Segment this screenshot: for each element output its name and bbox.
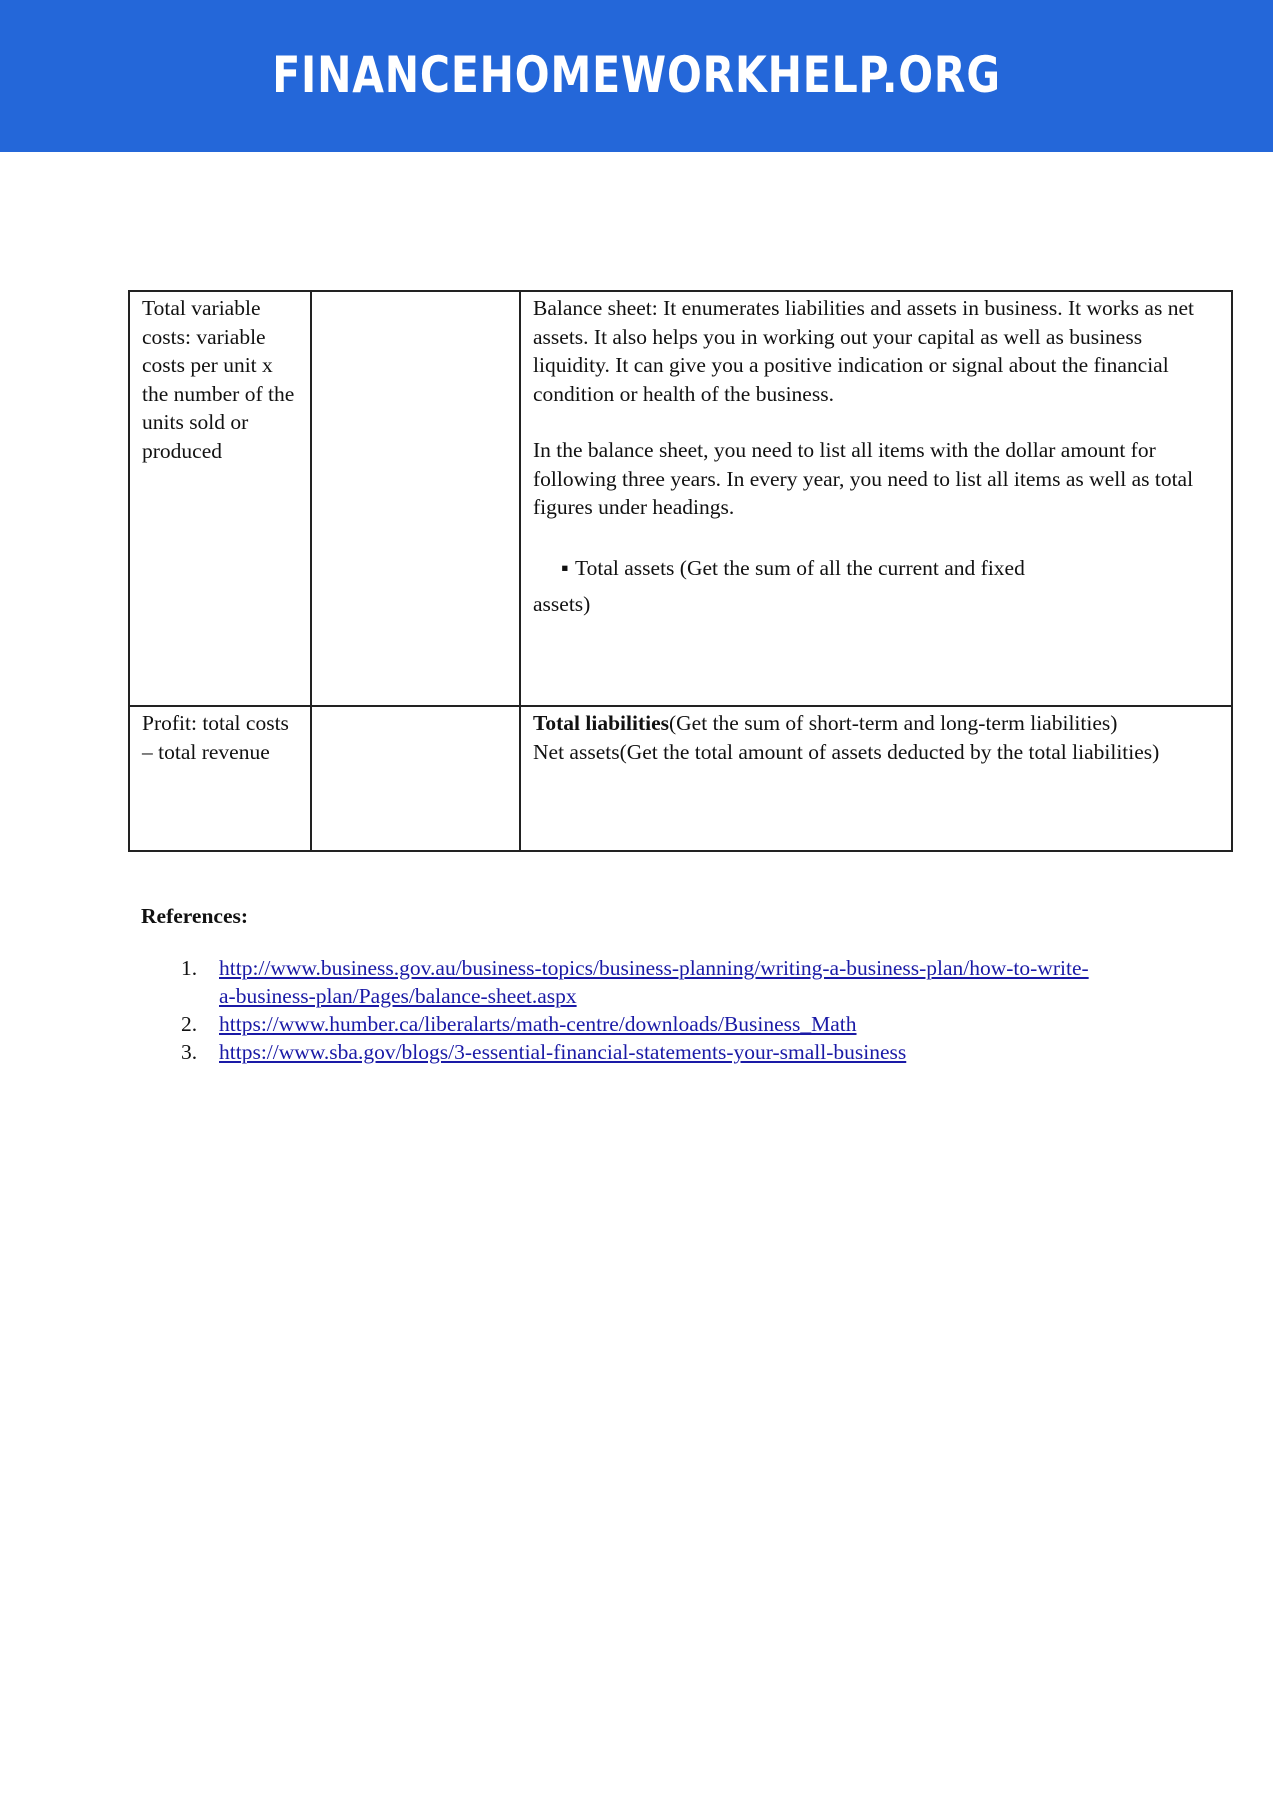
profit-text: Profit: total costs – total revenue (142, 711, 289, 764)
references-list (141, 954, 1101, 1066)
references-heading: References: (141, 904, 249, 928)
reference-link[interactable]: https://www.sba.gov/blogs/3-essential-financial-statements-your-small-business (219, 1040, 907, 1064)
balance-sheet-instructions: In the balance sheet, you need to list all items with the dollar amount for following three years. In every year, you need to list all items as well as total figures under headings. (533, 438, 1194, 519)
content-table (128, 290, 1233, 852)
list-item (141, 954, 1101, 1010)
table-cell-balance-sheet (520, 291, 1232, 706)
bullet-total-assets (533, 550, 1219, 586)
total-liabilities-term: Total liabilities (533, 711, 669, 735)
table-cell-empty (311, 291, 520, 706)
list-item (141, 1038, 1101, 1066)
table-row (129, 706, 1232, 851)
balance-sheet-paragraph: Balance sheet: It enumerates liabilities and assets in business. It works as net assets. It also helps you in working out your capital as well as business liquidity. It can give you a positive indication or signal about the financial condition or health of the business. (533, 296, 1194, 406)
total-liabilities-line (533, 709, 1219, 738)
reference-link[interactable]: http://www.business.gov.au/business-topics/business-planning/writing-a-business-plan/how-to-write-a-business-plan/Pages/balance-sheet.aspx (219, 956, 1089, 1008)
variable-costs-text: Total variable costs: variable costs per unit x the number of the units sold or produced (142, 296, 295, 463)
reference-link[interactable]: https://www.humber.ca/liberalarts/math-centre/downloads/Business_Math (219, 1012, 857, 1036)
reference-number: 3. (181, 1040, 198, 1064)
table-cell-profit-definition (129, 706, 311, 851)
table-cell-liabilities (520, 706, 1232, 851)
net-assets-line: Net assets(Get the total amount of assets deducted by the total liabilities) (533, 739, 1160, 764)
table-cell-cost-definition (129, 291, 311, 706)
table-cell-empty (311, 706, 520, 851)
reference-number: 2. (181, 1012, 198, 1036)
total-liabilities-text: (Get the sum of short-term and long-term liabilities) (669, 711, 1118, 735)
bullet-icon: ▪ (561, 555, 569, 580)
bullet-continuation: assets) (533, 591, 591, 616)
site-title: FINANCEHOMEWORKHELP.ORG (272, 46, 1001, 104)
table-row (129, 291, 1232, 706)
header-banner (0, 0, 1273, 152)
bullet-text: Total assets (Get the sum of all the current and fixed (575, 555, 1025, 580)
list-item (141, 1010, 1101, 1038)
reference-number: 1. (181, 956, 198, 980)
